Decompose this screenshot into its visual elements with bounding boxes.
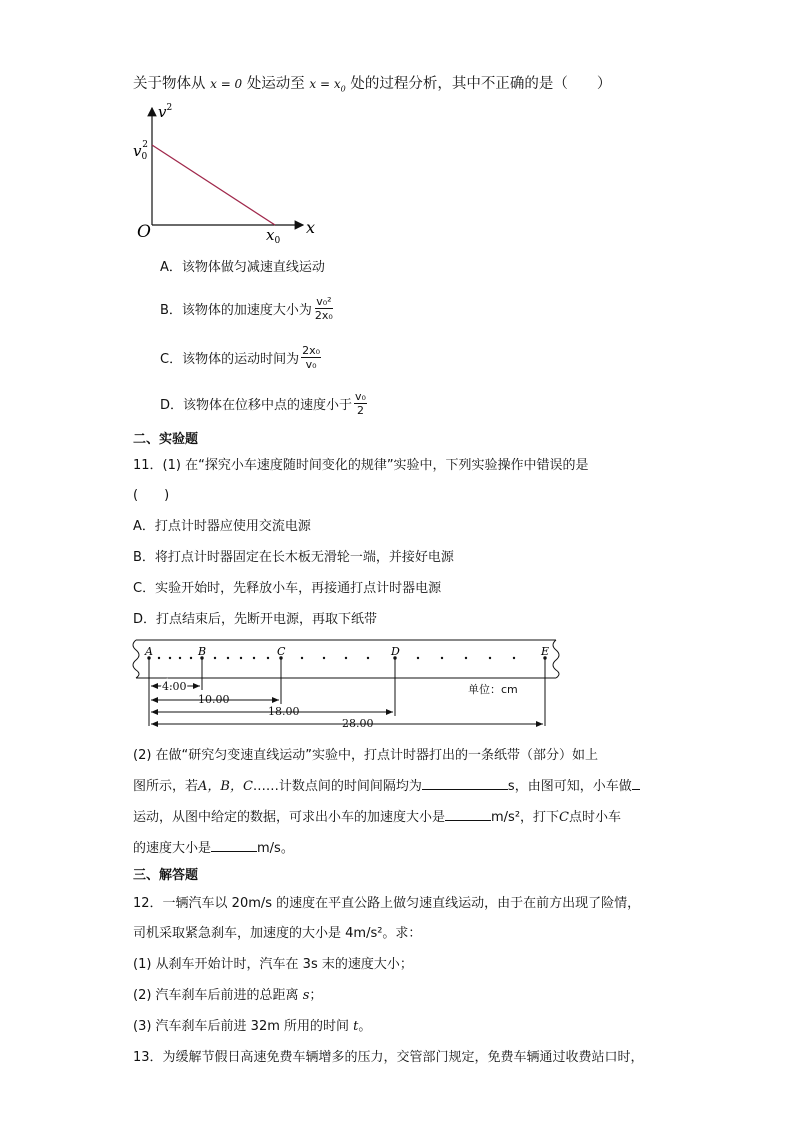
- q11-option-b: B．将打点计时器固定在长木板无滑轮一端，并接好电源: [133, 550, 454, 565]
- dimension-ac-value: 10.00: [198, 693, 230, 706]
- q12-line2: 司机采取紧急刹车，加速度的大小是 4m/s²。求：: [133, 926, 422, 941]
- tape-point-c: C: [277, 645, 286, 658]
- tape-dots: [147, 656, 546, 659]
- q10-x-eq-x0: $x = x_0$: [309, 77, 346, 94]
- origin-label: O: [137, 222, 151, 242]
- tape-unit-label: 单位：cm: [468, 683, 518, 696]
- q12-part2: (2) 汽车刹车后前进的总距离 s；: [133, 988, 323, 1003]
- tape-point-b: B: [198, 645, 207, 658]
- q10-stem-b: 处运动至: [246, 76, 305, 92]
- q10-stem-a: 关于物体从: [133, 76, 206, 92]
- blank-motion-type[interactable]: [632, 775, 640, 790]
- dimension-ad-value: 18.00: [268, 705, 300, 718]
- y-axis-label: $v^2$: [158, 103, 173, 121]
- dimension-ab-value: 4.00: [162, 680, 187, 693]
- q10-option-c: C．该物体的运动时间为 $\frac{\text{2x₀}}{\text{v₀}}$: [160, 344, 320, 371]
- q10-stem-c: 处的过程分析，其中不正确的是（ ）: [350, 76, 612, 92]
- q11-stem-line2: ( ): [133, 488, 170, 503]
- x-axis-label: x: [306, 218, 316, 237]
- q12-part1: (1) 从刹车开始计时，汽车在 3s 末的速度大小；: [133, 957, 413, 972]
- q11-part2-line3: 运动，从图中给定的数据，可求出小车的加速度大小是 m/s²，打下C点时小车: [133, 806, 621, 825]
- tape-right-tear: [553, 640, 559, 678]
- blank-velocity-c[interactable]: [211, 837, 257, 852]
- q12-line1: 12．一辆汽车以 20m/s 的速度在平直公路上做匀速直线运动，由于在前方出现了险情，: [133, 896, 641, 911]
- q10-option-d-fraction: $\frac{\text{v₀}}{2}$: [355, 390, 366, 417]
- q10-x-eq-0: x = 0: [210, 77, 243, 91]
- q10-option-d: D．该物体在位移中点的速度小于 $\frac{\text{v₀}}{2}$: [160, 390, 366, 417]
- q11-part2-line1: (2) 在做“研究匀变速直线运动”实验中，打点计时器打出的一条纸带（部分）如上: [133, 748, 599, 763]
- tape-point-d: D: [391, 645, 400, 658]
- tape-point-a: A: [145, 645, 153, 658]
- blank-time-interval[interactable]: [422, 775, 508, 790]
- q11-option-d: D．打点结束后，先断开电源，再取下纸带: [133, 612, 378, 627]
- tape-left-tear: [133, 640, 139, 678]
- y-tick-v0-squared: $v_02$: [133, 140, 148, 162]
- q11-option-c: C．实验开始时，先释放小车，再接通打点计时器电源: [133, 581, 442, 596]
- blank-acceleration[interactable]: [445, 806, 491, 821]
- q11-option-a: A．打点计时器应使用交流电源: [133, 519, 311, 534]
- tape-point-e: E: [541, 645, 550, 658]
- v2-x-graph: [128, 100, 328, 250]
- section-title-experiment: 二、实验题: [133, 432, 199, 447]
- q10-option-a: A．该物体做匀减速直线运动: [160, 260, 325, 275]
- graph-line: [152, 145, 275, 225]
- paper-tape-diagram: [128, 638, 568, 730]
- q11-stem-line1: 11．(1) 在“探究小车速度随时间变化的规律”实验中，下列实验操作中错误的是: [133, 458, 589, 473]
- dimension-ae-value: 28.00: [342, 717, 374, 730]
- section-title-solutions: 三、解答题: [133, 868, 199, 883]
- q10-option-c-fraction: $\frac{\text{2x₀}}{\text{v₀}}$: [302, 344, 320, 371]
- q11-part2-line2: 图所示，若A，B，C……计数点间的时间间隔均为 s，由图可知，小车做: [133, 775, 640, 794]
- q12-part3: (3) 汽车刹车后前进 32m 所用的时间 t。: [133, 1019, 372, 1034]
- q10-option-b: B．该物体的加速度大小为 $\frac{\text{v₀²}}{\text{2x₀}}$: [160, 295, 333, 322]
- q13-line1: 13．为缓解节假日高速免费车辆增多的压力，交管部门规定，免费车辆通过收费站口时，: [133, 1050, 644, 1065]
- q10-stem: [133, 72, 611, 93]
- q10-option-b-fraction: $\frac{\text{v₀²}}{\text{2x₀}}$: [314, 295, 333, 322]
- x-tick-x0: $x_0$: [266, 226, 281, 246]
- q11-part2-line4: 的速度大小是 m/s。: [133, 837, 294, 856]
